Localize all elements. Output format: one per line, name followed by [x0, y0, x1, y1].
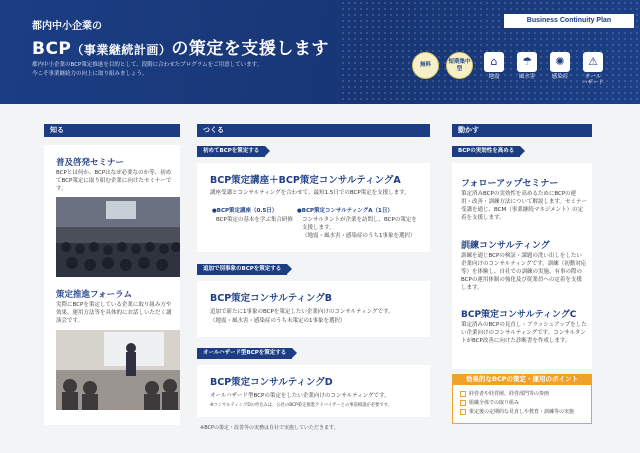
consulting-a-scope: （地震・風水害・感染症のうち1事象を選択） — [302, 233, 416, 239]
storm-icon: ☂ — [517, 52, 537, 72]
checkbox-icon — [460, 391, 466, 397]
point-item: 経営者や経営層、経営部門等の参画 — [460, 390, 549, 397]
points-title: 効果的なBCPの策定・運用のポイント — [452, 374, 592, 385]
checkbox-icon — [460, 409, 466, 415]
consulting-a-text: 講座受講とコンサルティングを合わせて、最短1.5日でのBCP策定を支援します。 — [210, 190, 410, 196]
point-item: 策定後の定期的な見直しや教育・訓練等の実施 — [460, 408, 574, 415]
consulting-b-scope: （地震・風水害・感染症のうち未策定の1事象を選択） — [210, 318, 346, 324]
header-description: 都内中小企業のBCP策定推進を目的として、段階に合わせたプログラムをご用意しています。 今こそ事業継続力の向上に取り組みましょう。 — [32, 62, 263, 77]
hazard-virus: ✺ 感染症 — [549, 52, 571, 80]
course-text: BCP策定の基本を学ぶ集合研修 — [216, 217, 293, 223]
forum-text: 実際にBCPを策定している企業に取り組み方や効果、運用方法等を具体的にお話しいただく講演会です。 — [56, 302, 172, 324]
seminar-photo — [56, 197, 180, 277]
earthquake-icon: ⌂ — [484, 52, 504, 72]
seminar-title: 普及啓発セミナー — [56, 158, 125, 168]
consulting-b-title: BCP策定コンサルティングB — [210, 293, 332, 304]
consulting-a-label: ●BCP策定コンサルティングA（1日） — [297, 208, 393, 214]
consulting-a-detail: コンサルタントが企業を訪問し、BCPの策定を支援します。 — [302, 217, 417, 231]
seminar-text: BCPとは何か、BCPはなぜ必要なのか等、初めてBCP策定に取り組む企業に向けたセミナーです。 — [56, 170, 172, 192]
column-head-operate: 動かす — [452, 124, 592, 137]
seminar-audience-image — [56, 197, 180, 277]
header-tag: Business Continuity Plan — [504, 14, 634, 28]
footer-note: ※BCPの策定・改善等の実務は自社で実施していただきます。 — [200, 425, 339, 431]
forum-lecture-image — [56, 330, 180, 410]
additional-bcp-tag: 追加で別事象のBCPを策定する — [197, 264, 287, 275]
free-badge: 無料 — [412, 52, 439, 79]
training-text: 訓練を通じBCPの検証・課題の洗い出しをしたい企業向けのコンサルティングです。訓練（初動対応等）を体験し、自社での訓練の実施、有事の際のBCPの運用体制の強化及び従業員への定着を支援します。 — [461, 253, 587, 291]
hazard-all: ⚠ オール ハザード — [582, 52, 604, 86]
page-title: BCP（事業継続計画）の策定を支援します — [32, 39, 329, 59]
forum-photo — [56, 330, 180, 410]
consulting-c-title: BCP策定コンサルティングC — [461, 310, 577, 320]
consulting-d-title: BCP策定コンサルティングD — [210, 377, 333, 388]
header-banner — [0, 0, 640, 104]
consulting-b-text: 追加で新たに1事象のBCPを策定したい企業向けのコンサルティングです。 — [210, 309, 394, 315]
consulting-d-note: ※コンサルティングDの申込みは、公社のBCP策定推進アドバイザーとの事前相談が必要です。 — [210, 403, 392, 408]
first-bcp-tag: 初めてBCPを策定する — [197, 146, 265, 157]
column-head-know: 知る — [44, 124, 180, 137]
point-item: 組織全体での取り組み — [460, 399, 519, 406]
consulting-c-text: 策定済みのBCPの見直し・ブラッシュアップをしたい企業向けのコンサルティングです。コンサルタントがBCP改善に向けた診断書を作成します。 — [461, 322, 587, 344]
forum-title: 策定推進フォーラム — [56, 290, 132, 300]
training-title: 訓練コンサルティング — [461, 241, 550, 251]
all-hazard-icon: ⚠ — [583, 52, 603, 72]
all-hazard-tag: オールハザード型BCPを策定する — [197, 348, 292, 359]
hazard-storm: ☂ 風水害 — [516, 52, 538, 80]
hazard-earthquake: ⌂ 地震 — [483, 52, 505, 80]
course-label: ●BCP策定講座（0.5日） — [212, 208, 278, 214]
virus-icon: ✺ — [550, 52, 570, 72]
effectiveness-tag: BCPの実効性を高める — [452, 146, 520, 157]
checkbox-icon — [460, 400, 466, 406]
followup-text: 策定済みBCPの実効性を高めるためにBCPの運用・改善・訓練方法について解説します。セミナー受講を通じ、BCM（事業継続マネジメント）の定着を支援します。 — [461, 191, 587, 221]
consulting-d-text: オールハザード型BCPの策定をしたい企業向けのコンサルティングです。 — [210, 393, 390, 399]
consulting-a-title: BCP策定講座＋BCP策定コンサルティングA — [210, 175, 401, 186]
pretitle: 都内中小企業の — [32, 21, 102, 32]
followup-title: フォローアップセミナー — [461, 179, 559, 189]
intensive-badge: 短期集中型 — [446, 52, 473, 79]
column-head-create: つくる — [197, 124, 430, 137]
